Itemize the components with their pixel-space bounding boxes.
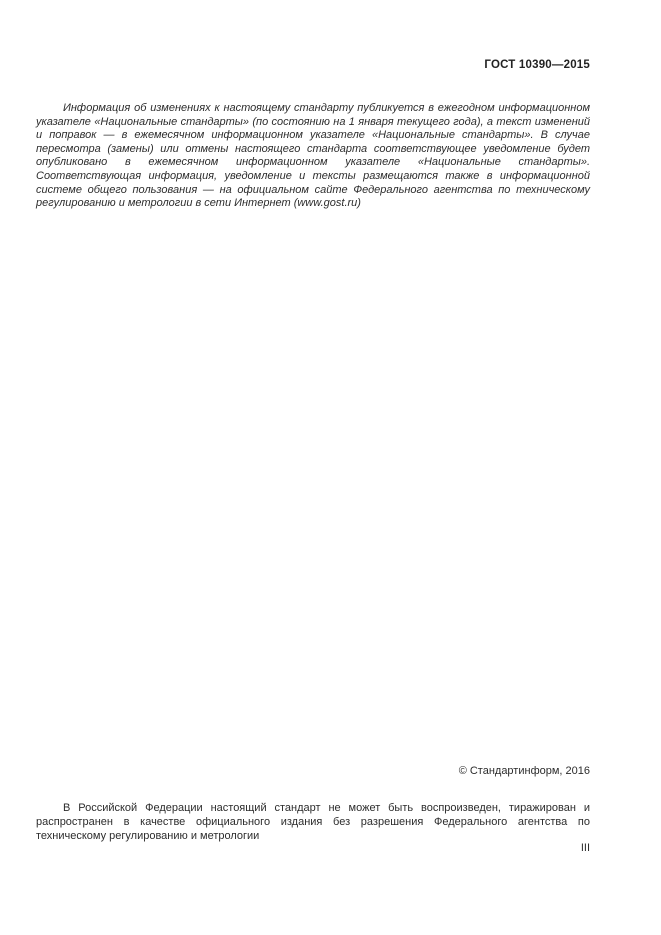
reproduction-notice-paragraph: В Российской Федерации настоящий стандарт не может быть воспроизведен, тиражирован и распространен в качестве официального издания без разрешения Федерального агентства по техническому регулированию и метрологии xyxy=(36,802,590,842)
page-number: III xyxy=(580,842,590,854)
copyright-line: © Стандартинформ, 2016 xyxy=(458,765,590,777)
changes-information-paragraph: Информация об изменениях к настоящему стандарту публикуется в ежегодном информационном указателе «Национальные стандарты» (по состоянию на 1 января текущего года), а текст изменений и поправок — в ежемесячном информационном указателе «Национальные стандарты». В случае пересмотра (замены) или отмены настоящего стандарта соответствующее уведомление будет опубликовано в ежемесячном информационном указателе «Национальные стандарты». Соответствующая информация, уведомление и тексты размещаются также в информационной системе общего пользования — на официальном сайте Федерального агентства по техническому регулированию и метрологии в сети Интернет (www.gost.ru) xyxy=(36,102,590,210)
standard-number-header: ГОСТ 10390—2015 xyxy=(484,59,590,71)
